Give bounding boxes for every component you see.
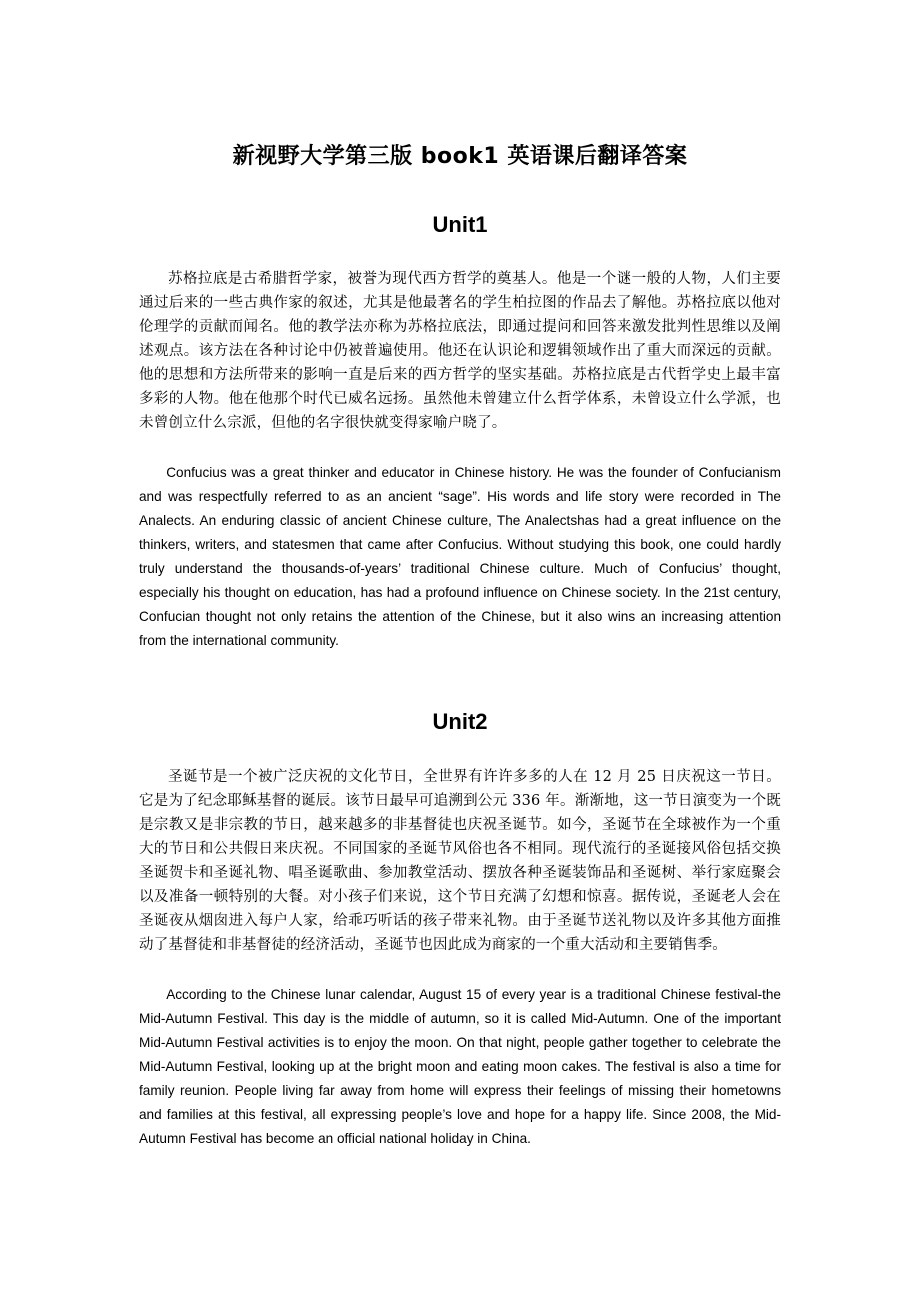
unit1-english-paragraph: Confucius was a great thinker and educator in Chinese history. He was the founder of Confucianism and was respectfully referred to as an ancient “sage”. His words and life story were recorded in The Analects. An enduring classic of ancient Chinese culture, The Analectshas had a great influence on the thinkers, writers, and statesmen that came after Confucius. Without studying this book, one could hardly truly understand the thousands-of-years’ traditional Chinese culture. Much of Confucius’ thought, especially his thought on education, has had a profound influence on Chinese society. In the 21st century, Confucian thought not only retains the attention of the Chinese, but it also wins an increasing attention from the international community. [139,465,781,648]
unit1-heading: Unit1 [432,212,488,237]
unit1-chinese-paragraph: 苏格拉底是古希腊哲学家，被誉为现代西方哲学的奠基人。他是一个谜一般的人物，人们主要通过后来的一些古典作家的叙述，尤其是他最著名的学生柏拉图的作品去了解他。苏格拉底以他对伦理学的贡献而闻名。他的教学法亦称为苏格拉底法，即通过提问和回答来激发批判性思维以及阐述观点。该方法在各种讨论中仍被普遍使用。他还在认识论和逻辑领域作出了重大而深远的贡献。他的思想和方法所带来的影响一直是后来的西方哲学的坚实基础。苏格拉底是古代哲学史上最丰富多彩的人物。他在他那个时代已威名远扬。虽然他未曾建立什么哲学体系，未曾设立什么学派，也未曾创立什么宗派，但他的名字很快就变得家喻户晓了。 [139,271,781,431]
unit2-chinese-paragraph: 圣诞节是一个被广泛庆祝的文化节日，全世界有许许多多的人在 12 月 25 日庆祝这一节日。它是为了纪念耶稣基督的诞辰。该节日最早可追溯到公元 336 年。渐渐地，这一节日演变为一个既是宗教又是非宗教的节日，越来越多的非基督徒也庆祝圣诞节。如今，圣诞节在全球被作为一个重大的节日和公共假日来庆祝。不同国家的圣诞节风俗也各不相同。现代流行的圣诞接风俗包括交换圣诞贺卡和圣诞礼物、唱圣诞歌曲、参加教堂活动、摆放各种圣诞装饰品和圣诞树、举行家庭聚会以及准备一顿特别的大餐。对小孩子们来说，这个节日充满了幻想和惊喜。据传说，圣诞老人会在圣诞夜从烟囱进入每户人家，给乖巧听话的孩子带来礼物。由于圣诞节送礼物以及许多其他方面推动了基督徒和非基督徒的经济活动，圣诞节也因此成为商家的一个重大活动和主要销售季。 [139,769,781,953]
document-title: 新视野大学第三版 book1 英语课后翻译答案 [232,144,688,169]
unit2-english-paragraph: According to the Chinese lunar calendar, August 15 of every year is a traditional Chinese festival-the Mid-Autumn Festival. This day is the middle of autumn, so it is called Mid-Autumn. One of the important Mid-Autumn Festival activities is to enjoy the moon. On that night, people gather together to celebrate the Mid-Autumn Festival, looking up at the bright moon and eating moon cakes. The festival is also a time for family reunion. People living far away from home will express their feelings of missing their hometowns and families at this festival, all expressing people’s love and hope for a happy life. Since 2008, the Mid-Autumn Festival has become an official national holiday in China. [139,987,781,1146]
unit2-heading: Unit2 [432,709,488,734]
